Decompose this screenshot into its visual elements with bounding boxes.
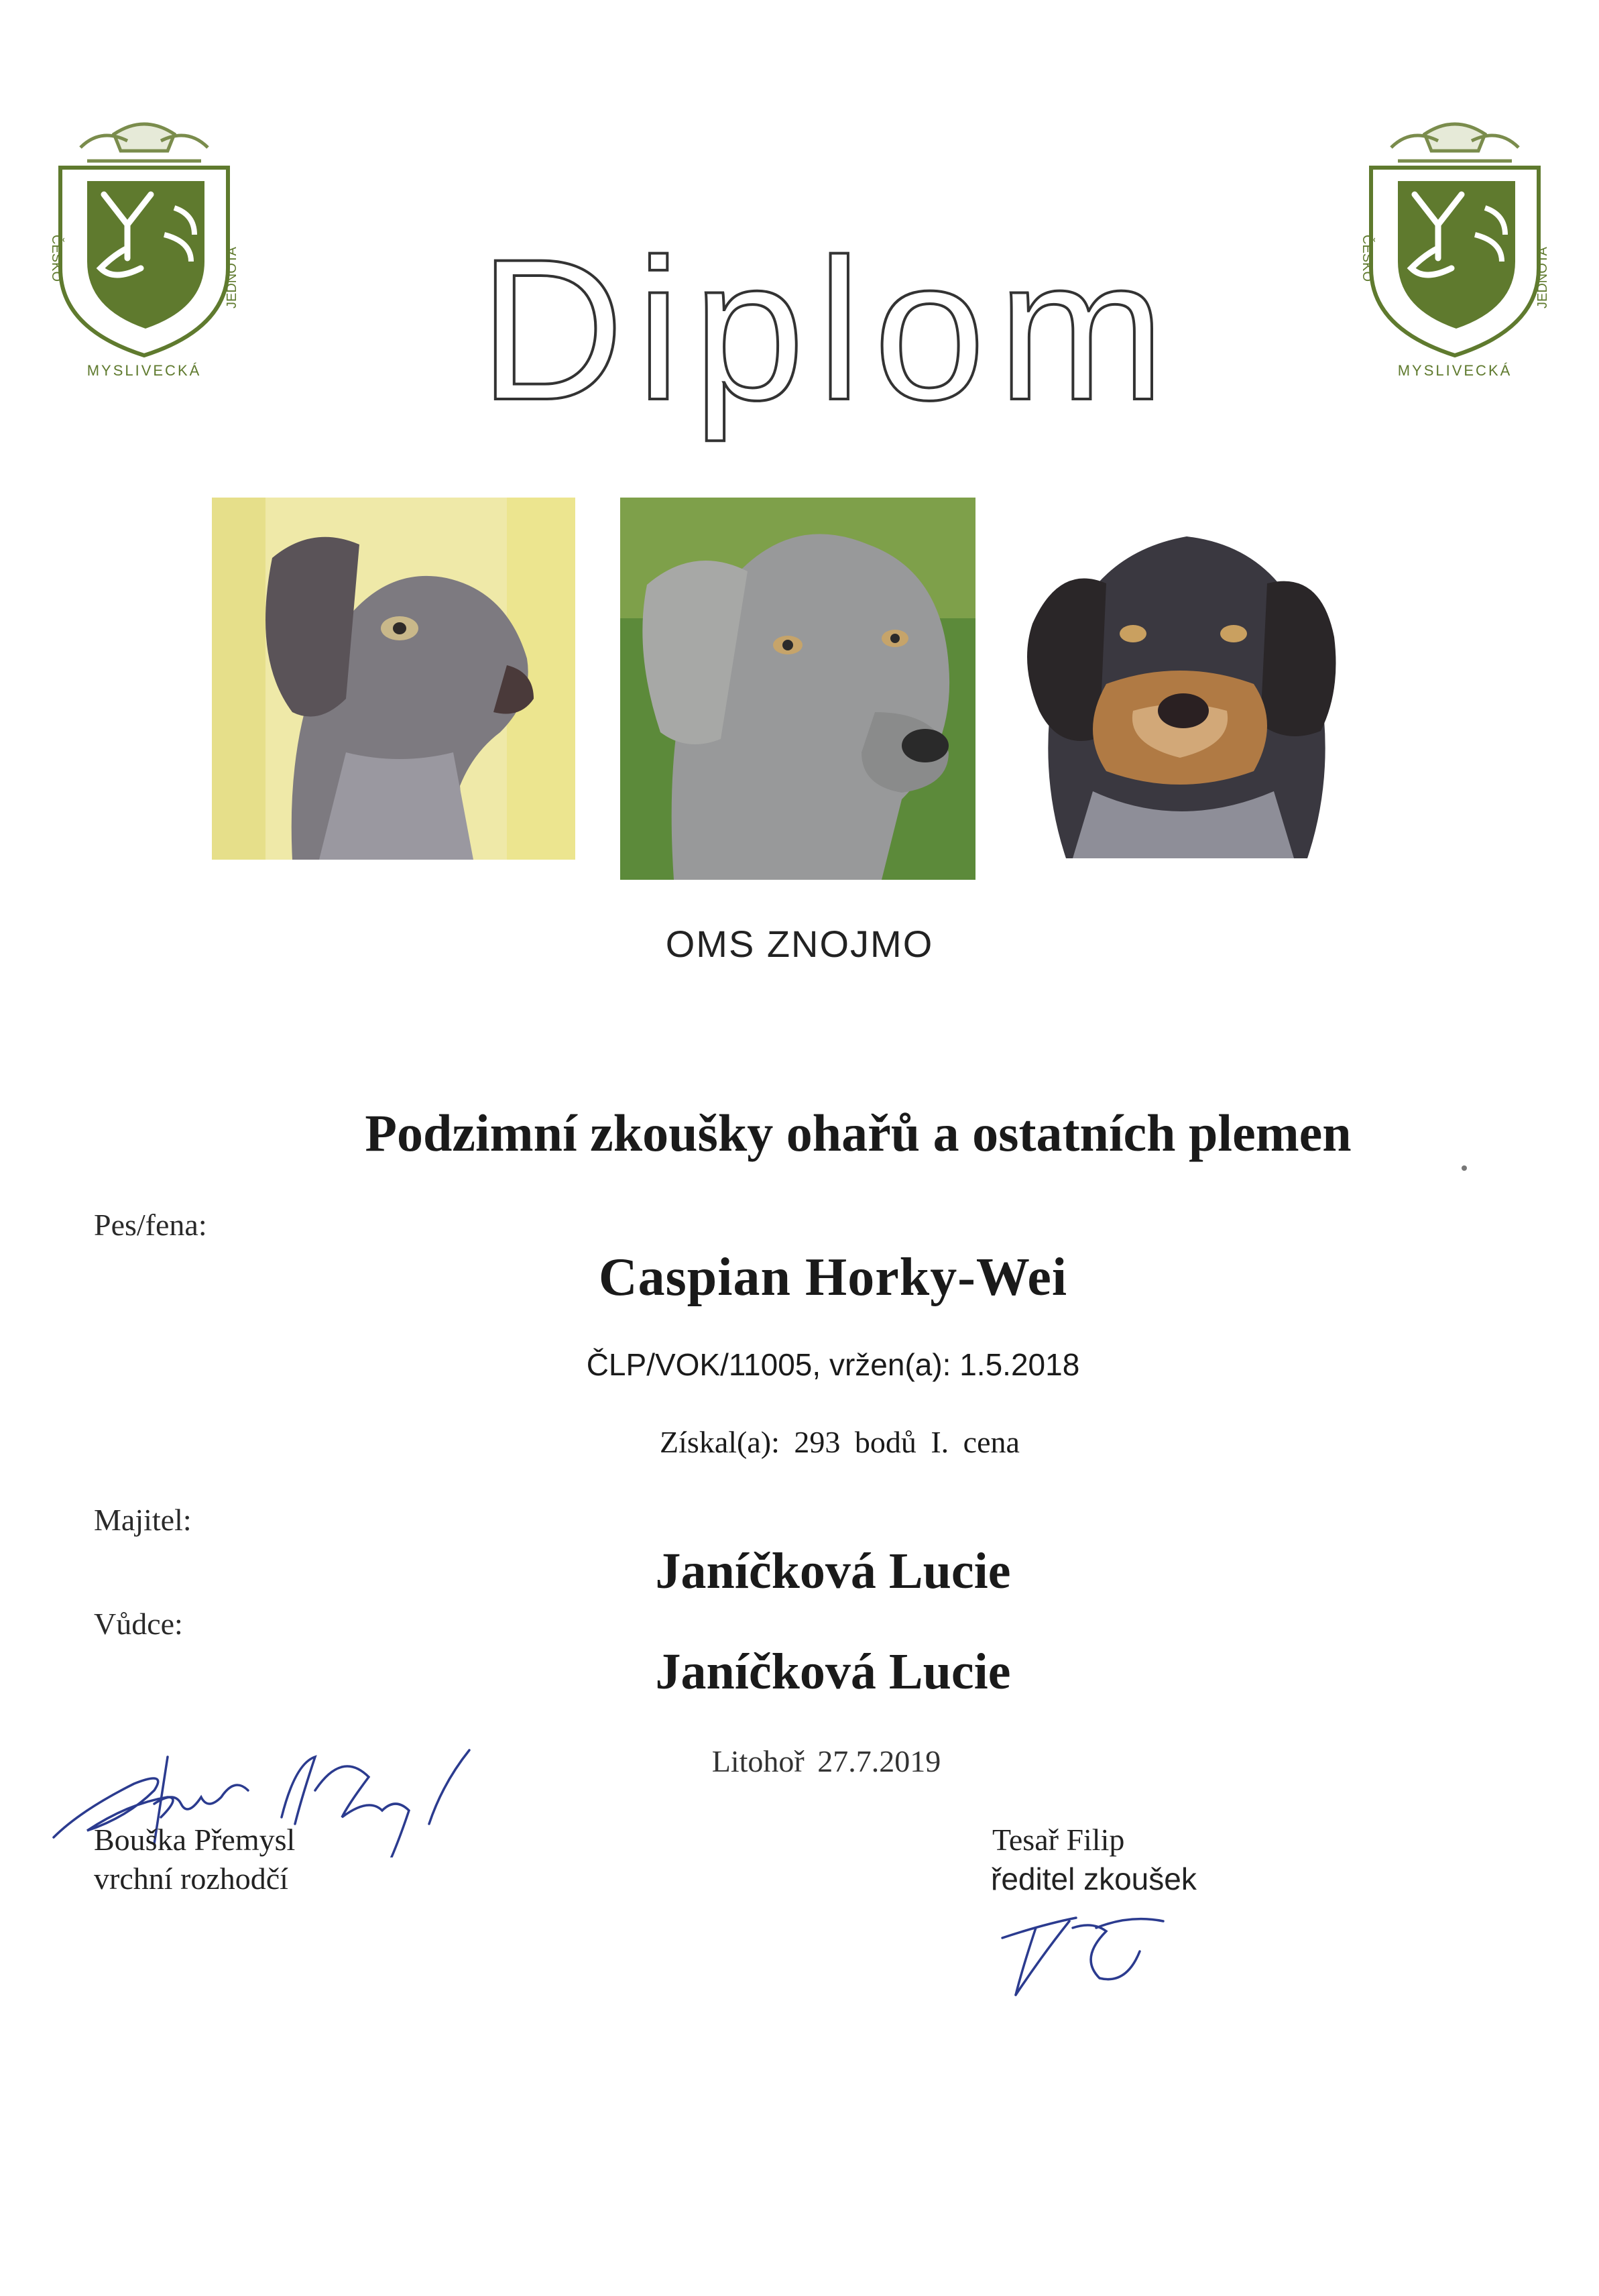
svg-text:JEDNOTA: JEDNOTA: [225, 247, 239, 308]
dog-name: Caspian Horky-Wei: [598, 1248, 1068, 1307]
dog-label: Pes/fena:: [94, 1208, 207, 1242]
cmmj-logo-right: [1351, 107, 1559, 389]
judge-role: vrchní rozhodčí: [94, 1861, 288, 1896]
svg-text:MYSLIVECKÁ: MYSLIVECKÁ: [86, 362, 202, 379]
handler-name: Janíčková Lucie: [655, 1644, 1011, 1700]
owner-label: Majitel:: [94, 1503, 192, 1537]
diploma-title: [329, 248, 1327, 449]
exam-title: Podzimní zkoušky ohařů a ostatních plemen: [365, 1104, 1352, 1162]
exam-result: Získal(a): 293 bodů I. cena: [660, 1425, 1020, 1459]
diploma-title-text: Diplom: [479, 248, 1177, 442]
svg-text:JEDNOTA: JEDNOTA: [1535, 247, 1550, 308]
handler-label: Vůdce:: [94, 1607, 183, 1641]
svg-text:ČESKO: ČESKO: [1360, 235, 1374, 282]
organization-name: OMS ZNOJMO: [665, 923, 934, 965]
director-role: ředitel zkoušek: [991, 1861, 1197, 1896]
svg-text:ČESKO: ČESKO: [49, 235, 64, 282]
registration-info: ČLP/VOK/11005, vržen(a): 1.5.2018: [586, 1347, 1080, 1382]
director-signature: [996, 1901, 1170, 2002]
scan-speck: [1462, 1165, 1467, 1171]
dog-photo-griffon: [1019, 510, 1349, 858]
cmmj-logo-left: [40, 107, 248, 389]
place-and-date: Litohoř 27.7.2019: [711, 1744, 941, 1778]
owner-name: Janíčková Lucie: [655, 1543, 1011, 1599]
svg-text:MYSLIVECKÁ: MYSLIVECKÁ: [1397, 362, 1513, 379]
dog-photo-weimaraner: [620, 498, 975, 880]
director-name: Tesař Filip: [992, 1823, 1125, 1857]
dog-photo-pointer: [212, 498, 575, 860]
judge-name: Bouška Přemysl: [94, 1823, 296, 1857]
